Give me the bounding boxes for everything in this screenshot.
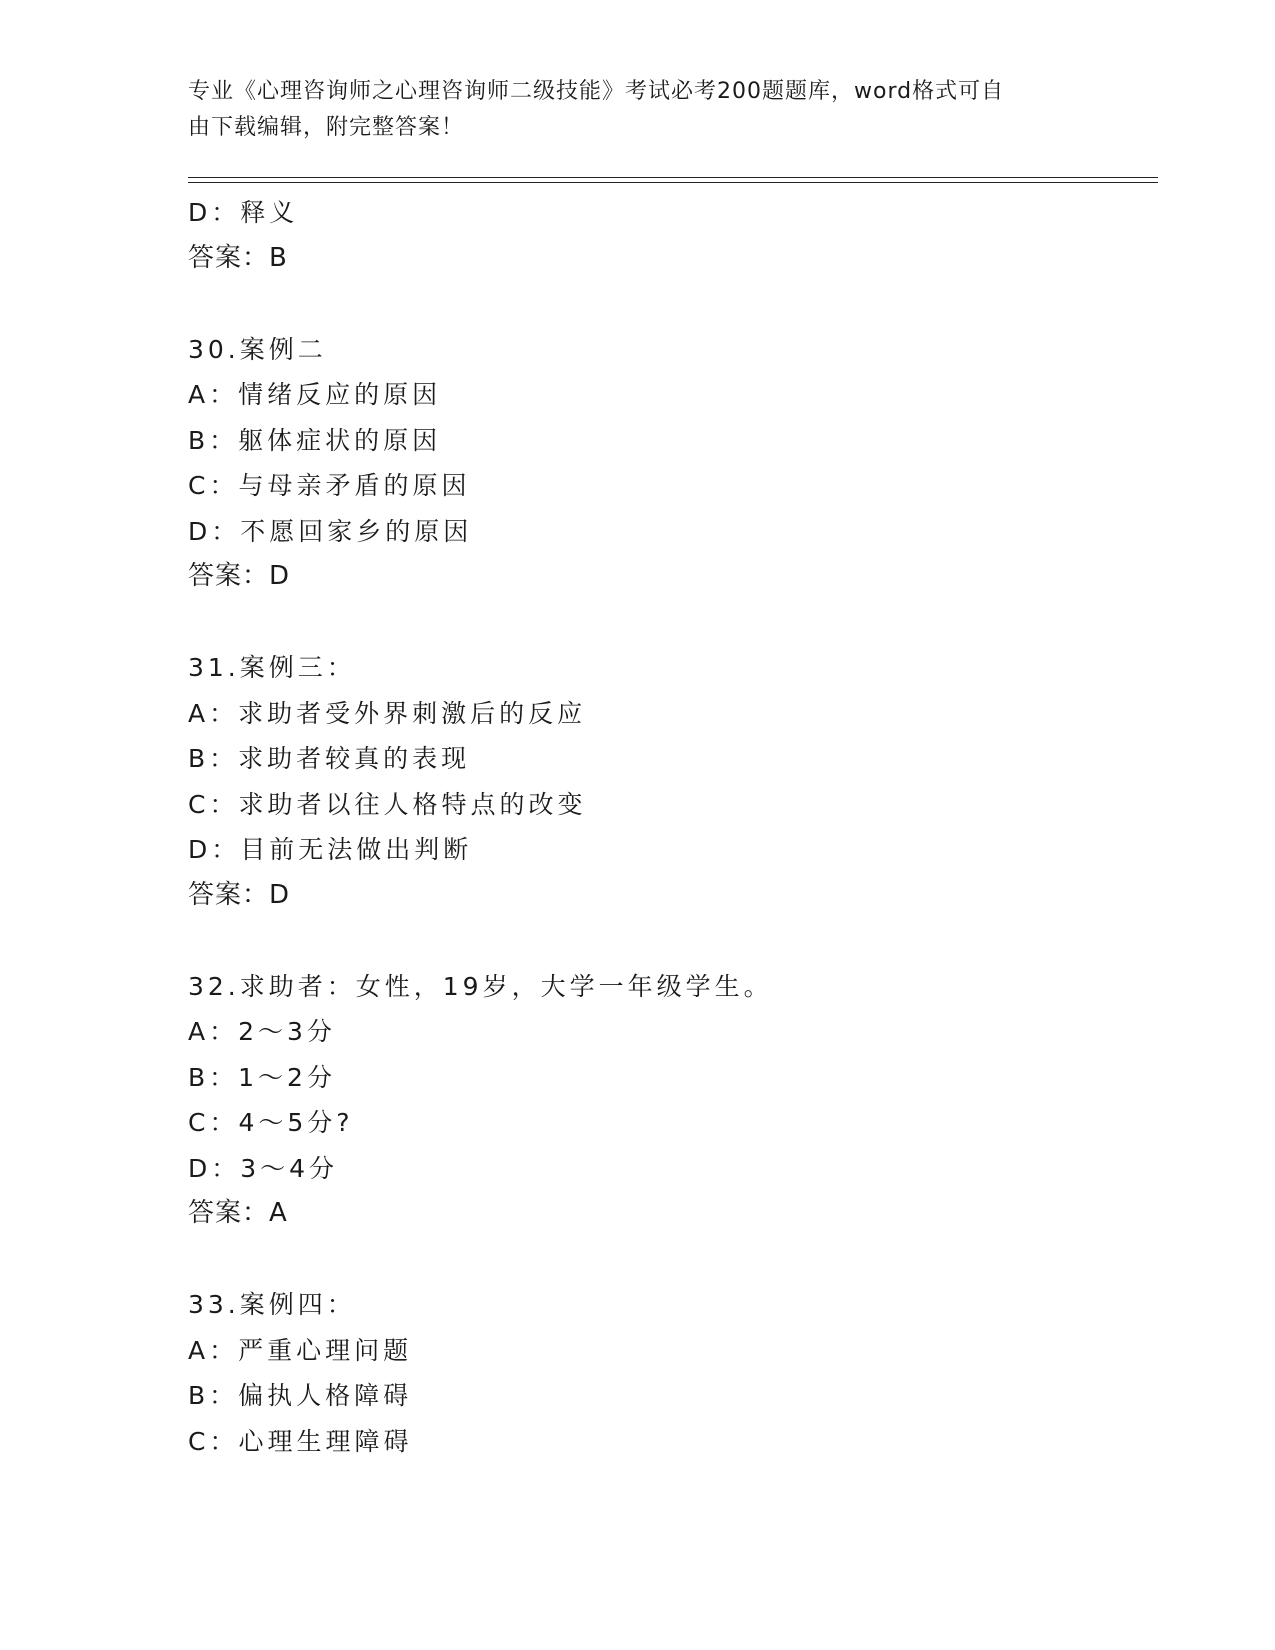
option-line: C：求助者以往人格特点的改变 [188,789,587,819]
option-line: D：不愿回家乡的原因 [188,516,473,546]
question-stem: 33.案例四： [188,1290,356,1319]
spacer [188,1237,1148,1283]
header-line-1: 专业《心理咨询师之心理咨询师二级技能》考试必考200题题库，word格式可自 [188,79,1005,104]
answer-line: 答案：D [188,561,291,591]
header-divider-bottom [188,182,1158,183]
answer-line: 答案：D [188,879,291,910]
option-line: A：求助者受外界刺激后的反应 [188,698,587,728]
spacer [188,600,1148,646]
option-line: B：躯体症状的原因 [188,425,442,455]
option-line: D：3～4分 [188,1153,339,1183]
spacer [188,281,1148,327]
question-list [188,190,1148,1464]
option-line: A：严重心理问题 [188,1335,413,1365]
document-header [188,74,1068,146]
option-line: B：1～2分 [188,1062,336,1092]
option-line: B：偏执人格障碍 [188,1381,413,1410]
option-line: C：与母亲矛盾的原因 [188,471,471,500]
question-stem: 31.案例三： [188,653,356,682]
answer-line: 答案：A [188,1198,288,1228]
spacer [188,918,1148,964]
option-line: D：释义 [188,198,299,227]
question-stem: 32.求助者：女性，19岁，大学一年级学生。 [188,971,773,1001]
option-line: C：心理生理障碍 [188,1426,413,1456]
option-line: A：情绪反应的原因 [188,380,442,409]
option-line: C：4～5分? [188,1108,354,1137]
option-line: B：求助者较真的表现 [188,744,471,773]
header-line-2: 由下载编辑，附完整答案！ [188,115,465,140]
answer-line: 答案：B [188,242,288,273]
question-stem: 30.案例二 [188,334,327,364]
option-line: A：2～3分 [188,1017,336,1046]
header-divider-top [188,177,1158,178]
option-line: D：目前无法做出判断 [188,835,473,864]
